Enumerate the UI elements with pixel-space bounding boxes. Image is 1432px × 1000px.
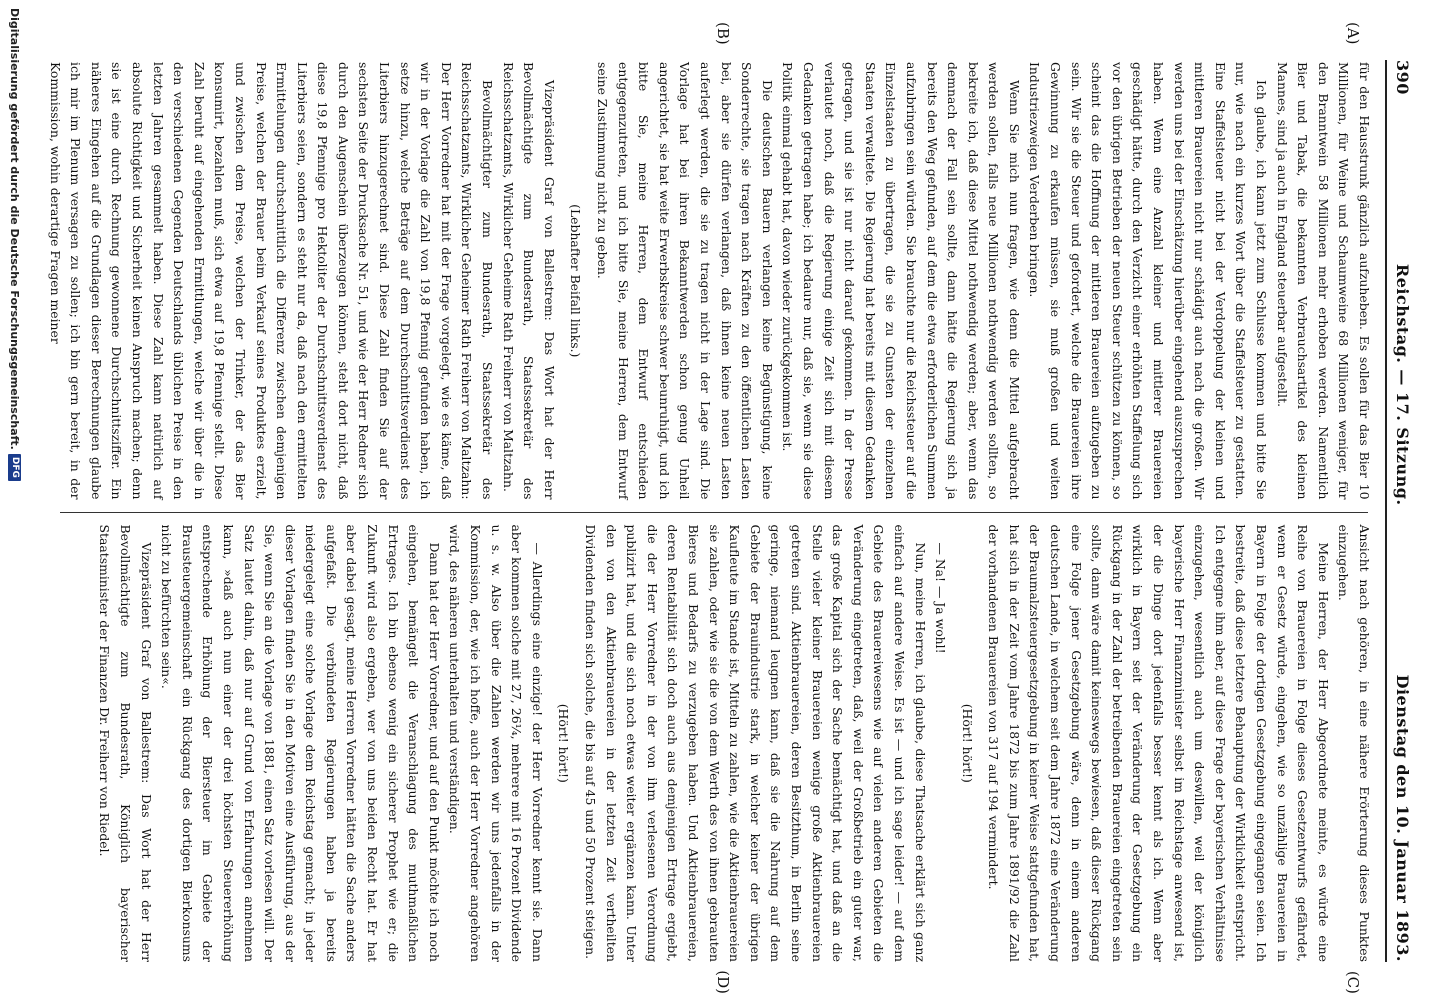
left-column bbox=[47, 62, 1374, 512]
margin-mark-d: (D) bbox=[714, 970, 732, 994]
right-column bbox=[60, 513, 1374, 963]
text-columns bbox=[47, 62, 1374, 962]
body-paragraph: Dann hat der Herr Vorredner, und auf den Punkt möchte ich noch eingehen, bemängelt die Veranschlagung des muthmaßlichen Ertrages. Ich bin ebenso wenig ein sicherer Prophet wie er; die Zukunft wird also ergeben, wer von uns beiden Recht hat. Er hat aber dabei gesagt, meine Herren Vorredner hätten die Sache anders aufgefaßt. Die verbündeten Regierungen haben ja bereits niedergelegt eine solche Vorlage dem Reichstag gemacht; in jeder dieser Vorlagen finden Sie in den Motiven eine Ausführung, aus der Sie, wenn Sie an die Vorlage von 1881, einen Satz vorlesen will. Der Satz lautet dahin, daß nur auf Grund von Erfahrungen annehmen kann, »daß auch nun einer der drei höchsten Steuererhöhung entsprechende Erhöhung der Biersteuer im Gebiete der Brausteuergemeinschaft ein Rückgang des dortigen Bierkonsums nicht zu befürchten sein«. bbox=[159, 524, 442, 962]
body-paragraph: — Na! — Ja wohl! bbox=[933, 542, 949, 654]
digitization-footer bbox=[6, 0, 24, 1000]
page-number: 390 bbox=[1393, 60, 1412, 95]
margin-mark-c: (C) bbox=[1344, 970, 1362, 994]
body-paragraph: Die deutschen Bauern verlangen keine Begünstigung, keine Sonderrechte, sie tragen nach Kräften zu den öffentlichen Lasten bei, aber sie dürfen verlangen, daß ihnen keine neuen Lasten auferlegt werden, die sie zu tragen nicht in der Lage sind. Die Vorlage hat bei ihren Bekanntwerden schon genug Unheil angerichtet, sie hat weite Erwerbskreise schwer beunruhigt, und ich bitte Sie, meine Herren, dem Entwurf entschieden entgegenzutreten, und ich bitte Sie, meine Herren, dem Entwurf seine Zustimmung nicht zu geben. bbox=[595, 62, 775, 500]
body-paragraph: Nun, meine Herren, ich glaube, diese Thatsache erklärt sich ganz einfach auf andere Weise. Es ist — und ich sage leider! — auf dem Gebiete des Brauereiwesens wie auf vielen anderen Gebieten die Veränderung eingetreten, daß, weil der Großbetrieb ein guter war, das große Kapital sich der Sache bemächtigt hat, und daß an die Stelle vieler kleiner Brauereien wenige große Aktienbrauereien getreten sind. Aktienbrauereien, deren Besitzthum, in Berlin seine geringe, niemand leugnen kann, daß sie die Nahrung auf dem Gebiete der Brauindustrie stark, in welcher keiner der übrigen Kaufleute im Stande ist, Mitteln zu zahlen, wie die Aktienbrauereien sie zahlen, oder wie sie die von dem Werth des von ihnen gebrauten Bieres und Bedarfs zu verzugeben haben. Und Aktienbrauereien, deren Rentabilität sich doch auch aus demjenigen Ertrage ergiebt, die der Herr Vorredner in der von ihm verlesenen Verordnung publizirt hat, und die sich noch etwas weiter ergänzen kann. Unter den von den Aktienbrauereien in der letzten Zeit vertheilten Dividenden finden sich solche, die bis auf 45 und 50 Prozent steigen. bbox=[583, 524, 928, 962]
body-paragraph: Bevollmächtigter zum Bundesrath, Staatssekretär des Reichsschatzamts, Wirklicher Geheimer Rath Freiherr von Maltzahn: Der Herr Vorredner hat mit der Frage vorgelegt, wie es käme, daß wir in der Vorlage die Zahl von 19,8 Pfennig gefunden haben, ich setze hinzu, welche Beträge auf dem Durchschnittsverdienst des Literbiers hinzugerechnet sind. Diese Zahl finden Sie auf der sechsten Seite der Drucksache Nr. 51, und wie der Herr Redner sich durch den Augenschein überzeugen können, steht dort nicht, daß diese 19,8 Pfennige pro Hektoliter der Durchschnittsverdienst des Literbiers seien, sondern es steht nur da, daß nach den ermittelten Ermittelungen durchschnittlich die Differenz zwischen demjenigen Preise, welchen der Brauer beim Verkauf seines Produktes erzielt, und zwischen dem Preise, welchen der Trinker, der das Bier konsumirt, bezahlen muß, sich etwa auf 19,8 Pfennige stellt. Diese Zahl beruht auf eingehenden Ermittlungen, welche wir über die in den verschiedenen Gegenden Deutschlands üblichen Preise in den letzten Jahren gesammelt haben. Diese Zahl kann natürlich auf absolute Richtigkeit und Sicherheit keinen Anspruch machen; denn sie ist eine durch Rechnung gewonnene Durchschnittsziffer. Ein näheres Eingehen auf die Grundlagen dieser Berechnungen glaube ich mir im Plenum versagen zu sollen; ich bin gern bereit, in der Kommission, wohin derartige Fragen meiner bbox=[47, 62, 496, 500]
body-paragraph: Ansicht nach gehören, in eine nähere Erörterung dieses Punktes einzugehen. bbox=[1336, 524, 1372, 962]
page-header bbox=[1385, 60, 1412, 962]
body-paragraph: Wenn Sie mich nun fragen, wie denn die Mittel aufgebracht werden sollen, falls neue Millionen nothwendig werden sollten, so bekreite ich, daß diese Mittel nothwendig werden; aber, wenn das demnach der Fall sein sollte, dann hätte die Regierung sich ja bereits den Weg gefunden, auf dem die etwa erforderlichen Summen aufzubringen sein würden. Sie brauchte nur die Reichssteuer auf die Einzelstaaten zu übertragen, die sie zu Gunsten der einzelnen Staaten verwaltete. Die Regierung hat bereits mit diesem Gedanken getragen, und sie ist nur nicht darauf gekommen. In der Presse verlautet noch, daß die Regierung einige Zeit sich mit diesem Gedanken getragen habe; ich bedaure nur, daß sie, wenn sie diese Politik einmal gehabt hat, davon wieder zurückgekommen ist. bbox=[780, 62, 1022, 500]
sitting-date: Dienstag den 10. Januar 1893. bbox=[1393, 674, 1412, 962]
body-paragraph: — Allerdings eine einzige! der Herr Vorredner kennt sie. Dann aber kommen solche mit 27, 26¼, mehrere mit 16 Prozent Dividende u. s. w. Also über die Zahlen werden wir uns jedenfalls in der Kommission, der, wie ich hoffe, auch der Herr Vorredner angehören wird, des näheren unterhalten und verständigen. bbox=[447, 524, 545, 962]
body-paragraph: Vizepräsident Graf von Ballestrem: Das Wort hat der Herr Bevollmächtigte zum Bundesrath, Königlich bayerischer Staatsminister der Finanzen Dr. Freiherr von Riedel. bbox=[97, 524, 154, 962]
margin-mark-a: (A) bbox=[1344, 22, 1362, 45]
running-title: Reichstag. — 17. Sitzung. bbox=[1393, 263, 1412, 506]
body-paragraph: Meine Herren, der Herr Abgeordnete meinte, es würde eine Reihe von Brauereien in Folge dieses Gesetzentwurfs gefährdet, wenn er Gesetz würde, eingehen, wie so unzählige Brauereien in Bayern in Folge der dortigen Gesetzgebung eingegangen seien. Ich bestreite, daß diese letztere Behauptung der Wirklichkeit entspricht. Ich entgegne ihm aber, auf diese Frage der bayerischen Verhältnisse einzugehen, wesentlich auch um deswillen, weil der königlich bayerische Herr Finanzminister selbst im Reichstage anwesend ist, der die Dinge dort jedenfalls besser kennt als ich. Wenn aber wirklich in Bayern seit der Veränderung der Gesetzgebung ein Rückgang in der Zahl der betreibenden Brauereien eingetreten sein sollte, dann wäre damit keineswegs bewiesen, daß dieser Rückgang eine Folge jener Gesetzgebung wäre, denn in einem anderen deutschen Lande, in welchem seit dem Jahre 1872 eine Veränderung der Braumalzsteuergesetzgebung in keiner Weise stattgefunden hat, hat sich in der Zeit vom Jahre 1872 bis zum Jahre 1891/92 die Zahl der vorhandenen Brauereien von 317 auf 194 vermindert. bbox=[986, 524, 1331, 962]
body-paragraph: Vizepräsident Graf von Ballestrem: Das Wort hat der Herr Bevollmächtigte zum Bundesrath, Staatssekretär des Reichsschatzamts, Wirklicher Geheime Rath Freiherr von Maltzahn. bbox=[500, 62, 557, 500]
body-paragraph: Ich glaube, ich kann jetzt zum Schlusse kommen und bitte Sie nur, wie nach ein kurzes Wort über die Staffelsteuer zu gestatten. Eine Staffelsteuer nicht bei der Verdoppelung der kleinen und mittleren Brauereien nicht nur schädigt auch nach die großen. Wir werden uns bei der Einschätzung hierüber eingehend auszusprechen haben. Wenn eine Anzahl kleiner und mittlerer Brauereien geschädigt hätte, durch den Verzicht einer erhöhten Staffelung sich vor den übrigen Betrieben der neuen Steuer schützen zu können, so scheint das die Hoffnung der mittleren Brauereien aufzugeben zu sein. Wir sie die Steuer und gefordert, welche die Brauereien ihre Gewinnung zu erkaufen müssen, sie muß großen und weiten Industriezweigen Verderben bringen. bbox=[1027, 62, 1270, 500]
footer-credit: Digitalisierung gefördert durch die Deutsche Forschungsgemeinschaft. bbox=[8, 8, 22, 450]
stage-direction: (Lebhafter Beifall links.) bbox=[568, 204, 584, 358]
stage-direction: (Hört! hört!) bbox=[556, 703, 572, 783]
dfg-logo-icon: DFG bbox=[9, 454, 22, 481]
margin-mark-b: (B) bbox=[714, 22, 732, 45]
stage-direction: (Hört! hört!) bbox=[959, 703, 975, 783]
body-paragraph: für den Hausstrunk gänzlich aufzuheben. Es sollen für das Bier 10 Millionen, für Weine und Schaumweine 68 Millionen weniger, für den Branntwein 58 Millionen mehr erhoben werden. Namentlich Bier und Tabak, die bekannten Verbrauchsartikel des kleinen Mannes, sind ja auch in England steuerbar aufgestellt. bbox=[1274, 62, 1372, 500]
